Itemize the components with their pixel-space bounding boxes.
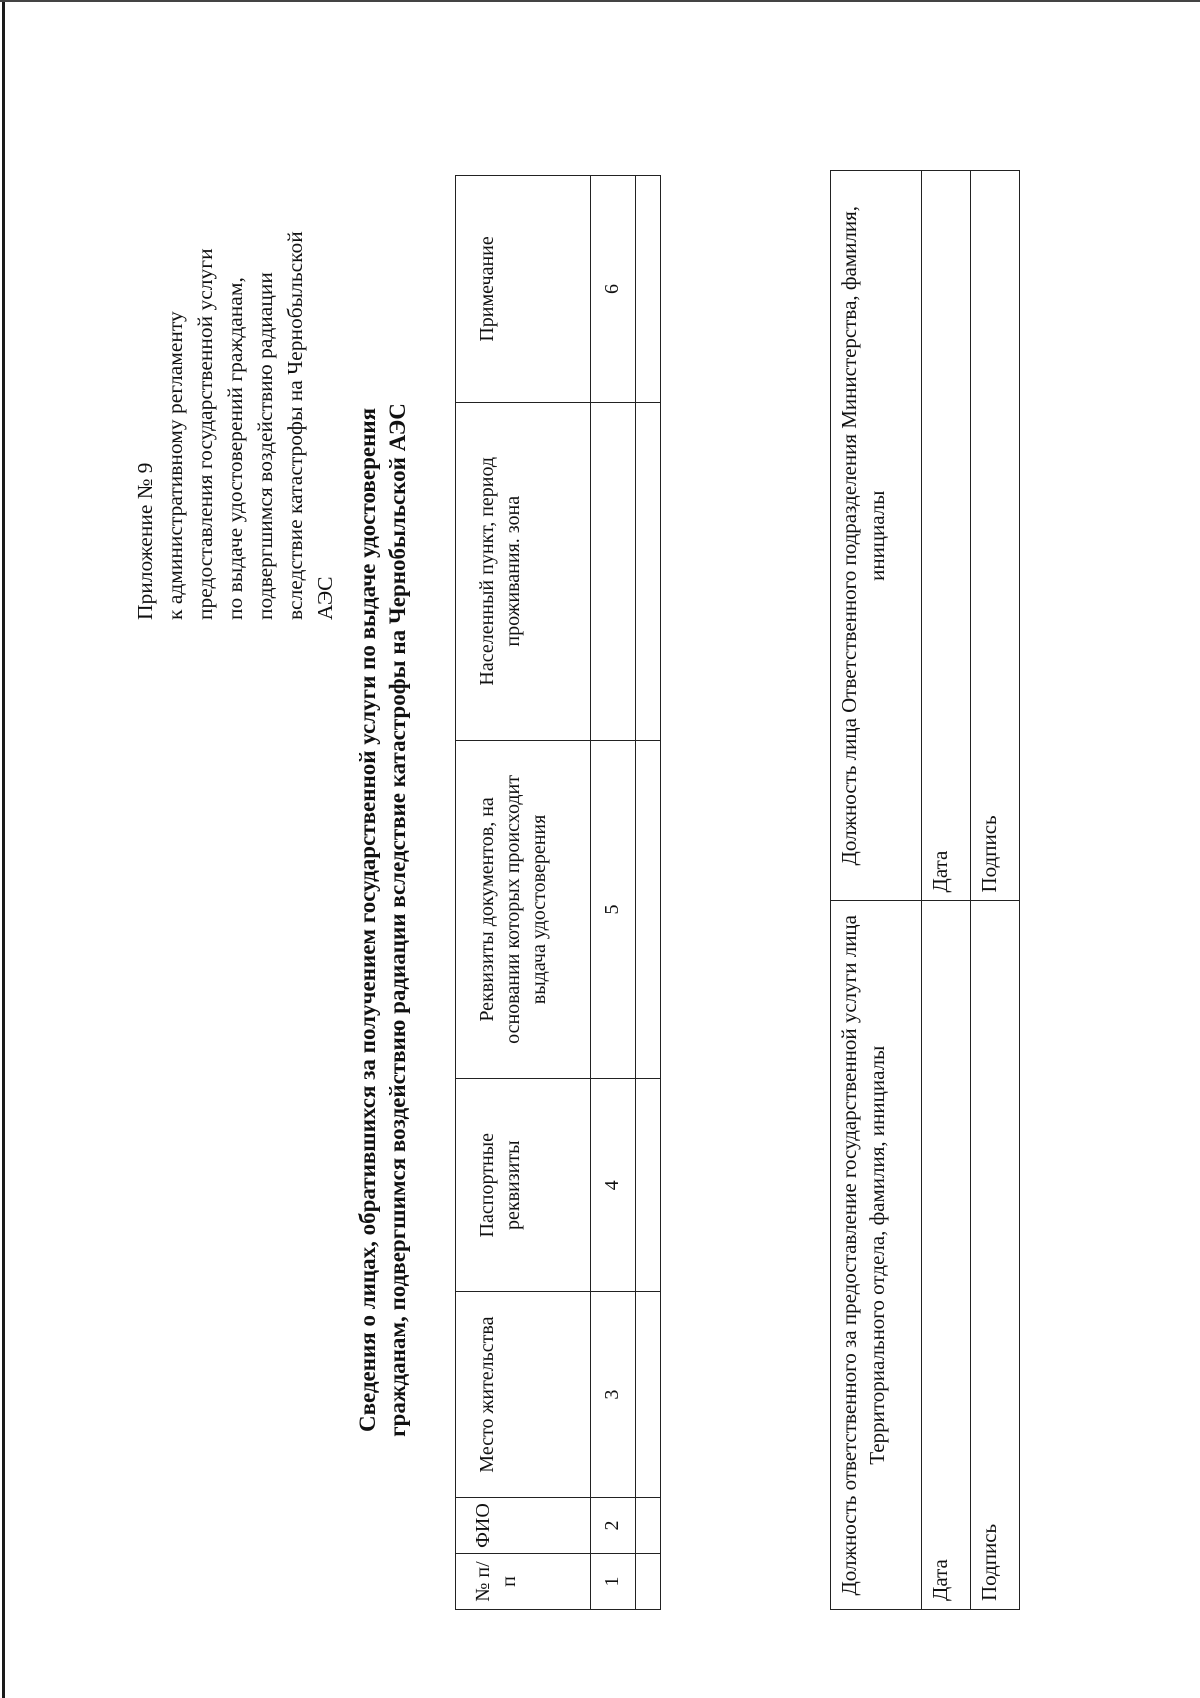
right-date-label: Дата bbox=[922, 171, 971, 902]
appendix-line: к административному регламенту bbox=[163, 311, 187, 620]
table-cell: 4 bbox=[591, 1079, 636, 1292]
table-cell bbox=[591, 402, 636, 740]
right-sign-label: Подпись bbox=[971, 171, 1020, 902]
table-header-row bbox=[456, 176, 591, 1610]
scan-edge bbox=[2, 0, 5, 1698]
rotated-page bbox=[100, 140, 1100, 1640]
left-date-label: Дата bbox=[922, 901, 971, 1610]
table-cell: 6 bbox=[591, 176, 636, 403]
appendix-line: по выдаче удостоверений гражданам, bbox=[223, 277, 247, 620]
document-heading bbox=[353, 200, 413, 1640]
table-row-empty bbox=[636, 176, 661, 1610]
appendix-line: вследствие катастрофы на Чернобыльской bbox=[283, 231, 307, 620]
table-cell bbox=[636, 176, 661, 403]
applicants-table bbox=[455, 175, 661, 1610]
table-cell: 1 bbox=[591, 1554, 636, 1610]
appendix-note bbox=[130, 180, 340, 620]
signature-table bbox=[830, 170, 1020, 1610]
table-cell bbox=[636, 1554, 661, 1610]
signature-title-row bbox=[831, 171, 922, 1610]
left-sign-label: Подпись bbox=[971, 901, 1020, 1610]
signature-date-row bbox=[922, 171, 971, 1610]
col-header-residence: Место жительства bbox=[456, 1292, 591, 1498]
col-header-note: Примечание bbox=[456, 176, 591, 403]
table-row-numbers bbox=[591, 176, 636, 1610]
col-header-settlement: Населенный пункт, период проживания. зона bbox=[456, 402, 591, 740]
appendix-line: АЭС bbox=[313, 576, 337, 620]
appendix-line: предоставления государственной услуги bbox=[193, 248, 217, 620]
table-cell: 5 bbox=[591, 740, 636, 1079]
left-official-title: Должность ответственного за предоставление государственной услуги лица Территориального отдела, фамилия, инициалы bbox=[831, 901, 922, 1610]
scan-edge-top bbox=[0, 0, 1200, 2]
table-cell bbox=[636, 1292, 661, 1498]
right-official-title: Должность лица Ответственного подразделения Министерства, фамилия, инициалы bbox=[831, 171, 922, 902]
table-cell bbox=[636, 740, 661, 1079]
heading-line-2: гражданам, подвергшимся воздействию радиации вследствие катастрофы на Чернобыльской АЭС bbox=[385, 403, 410, 1437]
signature-sign-row bbox=[971, 171, 1020, 1610]
appendix-line: подвергшимся воздействию радиации bbox=[253, 272, 277, 620]
col-header-fio: ФИО bbox=[456, 1498, 591, 1554]
col-header-documents: Реквизиты документов, на основании которых происходит выдача удостоверения bbox=[456, 740, 591, 1079]
appendix-line: Приложение № 9 bbox=[133, 462, 157, 620]
table-cell bbox=[636, 1498, 661, 1554]
table-cell bbox=[636, 1079, 661, 1292]
heading-line-1: Сведения о лицах, обратившихся за получением государственной услуги по выдаче удостоверения bbox=[355, 407, 380, 1433]
col-header-passport: Паспортные реквизиты bbox=[456, 1079, 591, 1292]
table-cell: 2 bbox=[591, 1498, 636, 1554]
col-header-number: № п/п bbox=[456, 1554, 591, 1610]
table-cell bbox=[636, 402, 661, 740]
table-cell: 3 bbox=[591, 1292, 636, 1498]
